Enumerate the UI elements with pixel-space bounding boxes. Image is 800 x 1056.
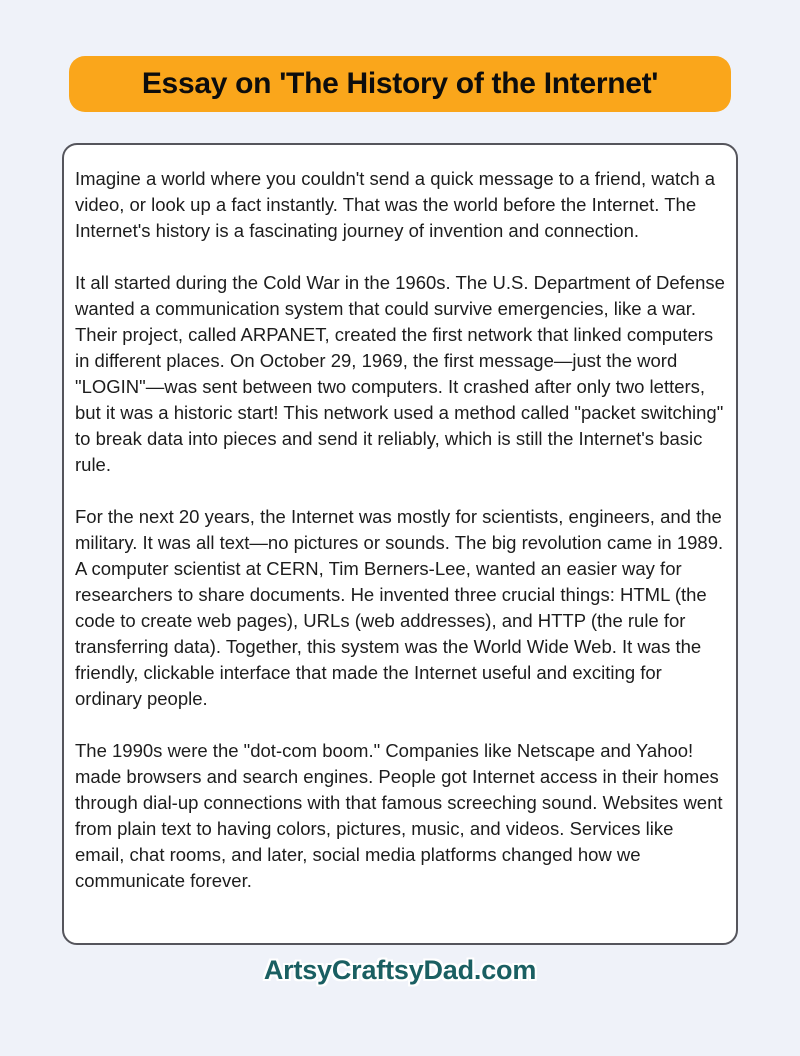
essay-page <box>0 56 800 1056</box>
essay-card <box>62 143 738 945</box>
page-title: Essay on 'The History of the Internet' <box>141 67 659 100</box>
essay-paragraph-dotcom: The 1990s were the "dot-com boom." Companies like Netscape and Yahoo! made browsers and search engines. People got Internet access in their homes through dial-up connections with that famous screeching sound. Websites went from plain text to having colors, pictures, music, and videos. Services like email, chat rooms, and later, social media platforms changed how we communicate forever. <box>75 740 723 891</box>
essay-paragraph-intro: Imagine a world where you couldn't send a quick message to a friend, watch a video, or look up a fact instantly. That was the world before the Internet. The Internet's history is a fascinating journey of invention and connection. <box>75 168 716 241</box>
site-footer <box>0 955 800 986</box>
site-name: ArtsyCraftsyDad.com <box>263 955 537 985</box>
essay-paragraph-www: For the next 20 years, the Internet was mostly for scientists, engineers, and the military. It was all text—no pictures or sounds. The big revolution came in 1989. A computer scientist at CERN, Tim Berners-Lee, wanted an easier way for researchers to share documents. He invented three crucial things: HTML (the code to create web pages), URLs (web addresses), and HTTP (the rule for transferring data). Together, this system was the World Wide Web. It was the friendly, clickable interface that made the Internet useful and exciting for ordinary people. <box>75 506 724 709</box>
essay-paragraph-arpanet: It all started during the Cold War in the 1960s. The U.S. Department of Defense wanted a communication system that could survive emergencies, like a war. Their project, called ARPANET, created the first network that linked computers in different places. On October 29, 1969, the first message—just the word "LOGIN"—was sent between two computers. It crashed after only two letters, but it was a historic start! This network used a method called "packet switching" to break data into pieces and send it reliably, which is still the Internet's basic rule. <box>75 272 725 475</box>
title-banner <box>69 56 731 112</box>
